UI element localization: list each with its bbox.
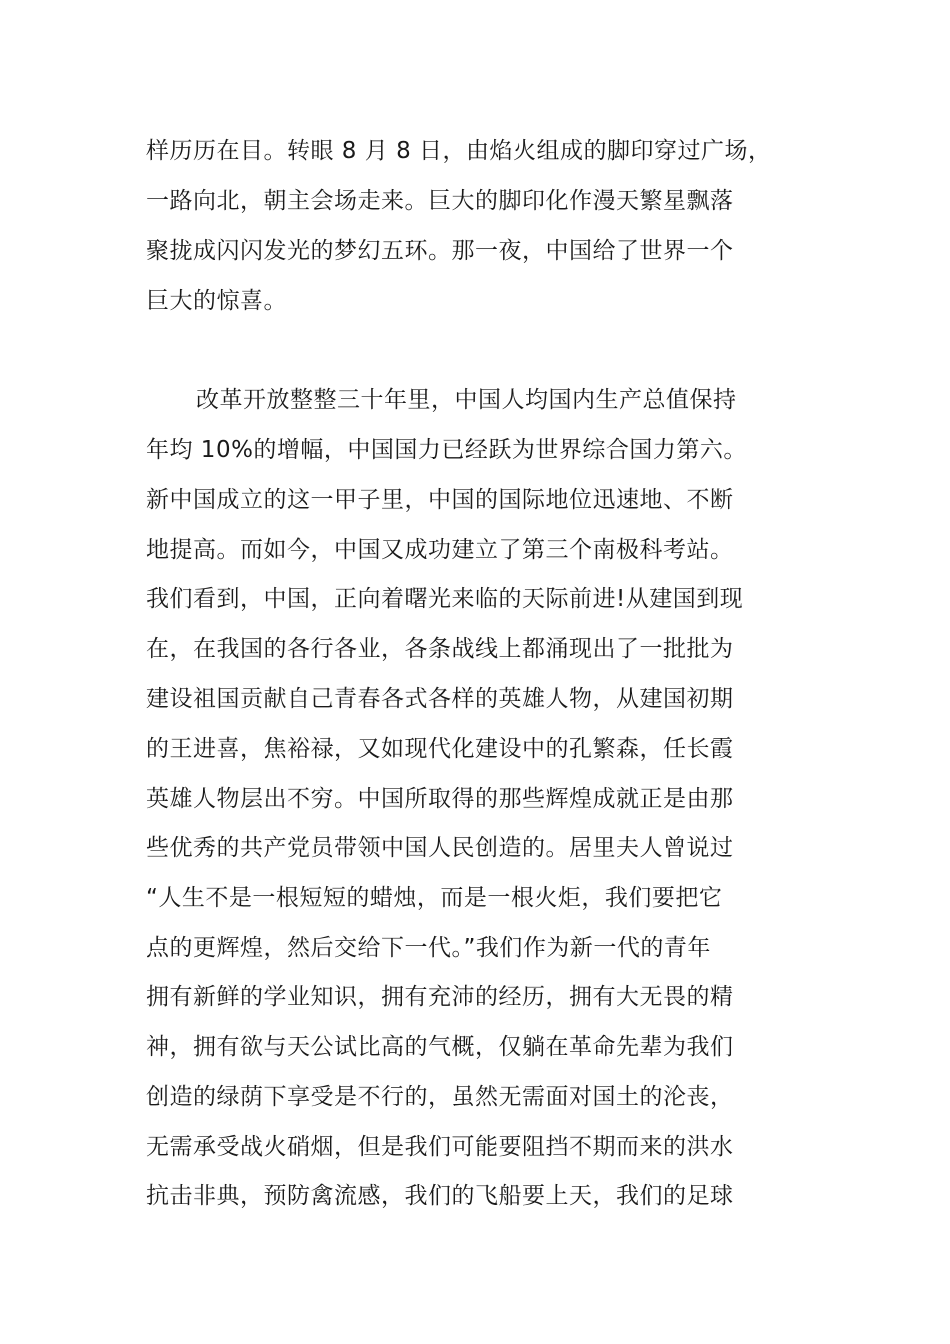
text-line: 改革开放整整三十年里，中国人均国内生产总值保持 <box>196 387 737 413</box>
text-line: 创造的绿荫下享受是不行的，虽然无需面对国土的沦丧， <box>146 1084 734 1110</box>
text-line: 新中国成立的这一甲子里，中国的国际地位迅速地、不断 <box>146 487 734 513</box>
text-line: 巨大的惊喜。 <box>146 288 287 314</box>
text-line: 样历历在目。转眼 8 月 8 日，由焰火组成的脚印穿过广场， <box>146 138 772 164</box>
text-line: 拥有新鲜的学业知识，拥有充沛的经历，拥有大无畏的精 <box>146 984 734 1010</box>
text-line: 神，拥有欲与天公试比高的气概，仅躺在革命先辈为我们 <box>146 1034 734 1060</box>
text-line: 些优秀的共产党员带领中国人民创造的。居里夫人曾说过 <box>146 835 734 861</box>
text-line: 建设祖国贡献自己青春各式各样的英雄人物，从建国初期 <box>146 686 734 712</box>
text-line: 地提高。而如今，中国又成功建立了第三个南极科考站。 <box>146 537 734 563</box>
text-line: 在，在我国的各行各业，各条战线上都涌现出了一批批为 <box>146 636 734 662</box>
text-line: 英雄人物层出不穷。中国所取得的那些辉煌成就正是由那 <box>146 786 734 812</box>
text-line: 抗击非典，预防禽流感，我们的飞船要上天，我们的足球 <box>146 1183 734 1209</box>
text-line: 的王进喜，焦裕禄，又如现代化建设中的孔繁森，任长霞 <box>146 736 734 762</box>
text-line: 一路向北，朝主会场走来。巨大的脚印化作漫天繁星飘落 <box>146 188 734 214</box>
text-line: 点的更辉煌，然后交给下一代。”我们作为新一代的青年 <box>146 935 711 961</box>
text-line: 聚拢成闪闪发光的梦幻五环。那一夜，中国给了世界一个 <box>146 238 734 264</box>
text-line: 年均 10%的增幅，中国国力已经跃为世界综合国力第六。 <box>146 437 747 463</box>
text-line: 我们看到，中国，正向着曙光来临的天际前进!从建国到现 <box>146 586 744 612</box>
text-line: “人生不是一根短短的蜡烛，而是一根火炬，我们要把它 <box>146 885 723 911</box>
text-line: 无需承受战火硝烟，但是我们可能要阻挡不期而来的洪水 <box>146 1134 734 1160</box>
